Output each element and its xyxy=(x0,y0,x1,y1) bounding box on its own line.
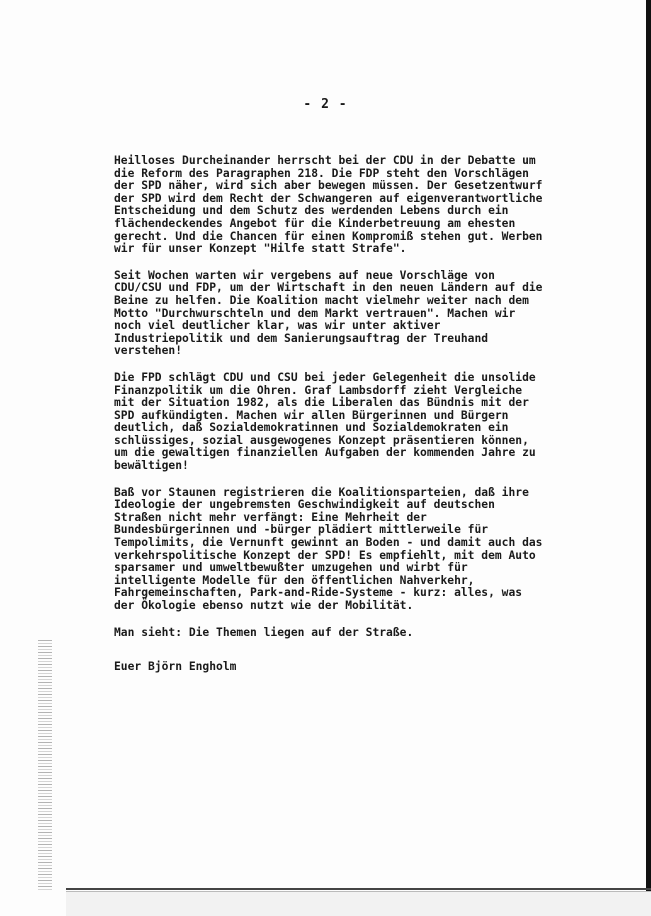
page-number: - 2 - xyxy=(303,97,348,112)
paragraph-traffic: Baß vor Staunen registrieren die Koalitionsparteien, daß ihre Ideologie der ungebremsten Geschwindigkeit auf deutschen Straßen nicht mehr verfängt: Eine Mehrheit der Bundesbürgerinnen und -bürger plädiert mittlerweile für Tempolimits, die Vernunft gewinnt an Boden - und damit auch das verkehrspolitische Konzept der SPD! Es empfiehlt, mit dem Auto sparsamer und umweltbewußter umzugehen und wirbt für intelligente Modelle für den öffentlichen Nahverkehr, Fahrgemeinschaften, Park-and-Ride-Systeme - kurz: alles, was der Ökologie ebenso nutzt wie der Mobilität. xyxy=(114,485,543,612)
paragraph-paragraph-218: Heilloses Durcheinander herrscht bei der CDU in der Debatte um die Reform des Paragraphen 218. Die FDP steht den Vorschlägen der SPD näher, wird sich aber bewegen müssen. Der Gesetzentwurf der SPD wird dem Recht der Schwangeren auf eigenverantwortliche Entscheidung und dem Schutz des werdenden Lebens durch ein flächendeckendes Angebot für die Kinderbetreuung am ehesten gerecht. Und die Chancen für einen Kompromiß stehen gut. Werben wir für unser Konzept "Hilfe statt Strafe". xyxy=(114,154,543,256)
closing-line: Man sieht: Die Themen liegen auf der Straße. xyxy=(114,625,414,639)
paragraph-economy: Seit Wochen warten wir vergebens auf neue Vorschläge von CDU/CSU und FDP, um der Wirtschaft in den neuen Ländern auf die Beine zu helfen. Die Koalition macht vielmehr weiter nach dem Motto "Durchwurschteln und dem Markt vertrauen". Machen wir noch viel deutlicher klar, was wir unter aktiver Industriepolitik und dem Sanierungsauftrag der Treuhand verstehen! xyxy=(114,268,543,358)
letter-body xyxy=(114,155,554,674)
scan-edge-right xyxy=(646,0,651,916)
signature: Euer Björn Engholm xyxy=(114,660,237,674)
paragraph-finance: Die FPD schlägt CDU und CSU bei jeder Gelegenheit die unsolide Finanzpolitik um die Ohren. Graf Lambsdorff zieht Vergleiche mit der Situation 1982, als die Liberalen das Bündnis mit der SPD aufkündigten. Machen wir allen Bürgerinnen und Bürgern deutlich, daß Sozialdemokratinnen und Sozialdemokraten ein schlüssiges, sozial ausgewogenes Konzept präsentieren können, um die gewaltigen finanziellen Aufgaben der kommenden Jahre zu bewältigen! xyxy=(114,370,536,473)
scan-artifact xyxy=(38,640,52,890)
scan-edge-bottom-line xyxy=(66,888,651,890)
scan-edge-bottom xyxy=(66,891,651,916)
